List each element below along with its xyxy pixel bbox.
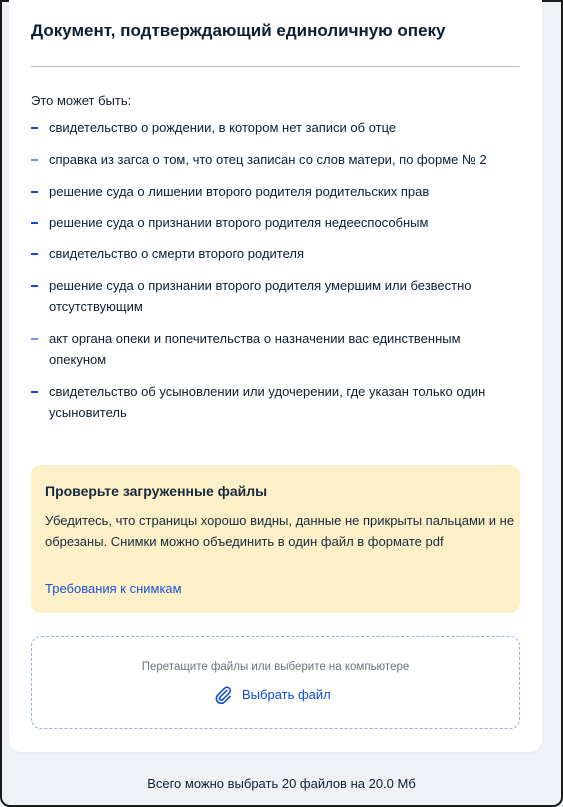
notice-text: Убедитесь, что страницы хорошо видны, данные не прикрыты пальцами и не обрезаны. Снимки можно объединить в один файл в формате pdf: [45, 513, 515, 549]
document-options-list: [31, 117, 509, 423]
list-item-text: свидетельство об усыновлении или удочерении, где указан только один усыновитель: [49, 384, 486, 420]
list-item-text: свидетельство о рождении, в котором нет записи об отце: [49, 120, 397, 135]
list-item-text: справка из загса о том, что отец записан со слов матери, по форме № 2: [49, 152, 487, 167]
file-dropzone[interactable]: [31, 636, 520, 729]
list-item-text: решение суда о признании второго родителя умершим или безвестно отсутствующим: [49, 278, 472, 314]
list-item: [31, 328, 509, 370]
list-item-text: решение суда о лишении второго родителя родительских прав: [49, 184, 430, 199]
list-item-text: свидетельство о смерти второго родителя: [49, 246, 305, 261]
list-item: [31, 381, 509, 423]
list-item: [31, 212, 509, 233]
document-upload-card: [9, 0, 542, 752]
dash-bullet-icon: [31, 191, 38, 193]
dash-bullet-icon: [31, 159, 38, 161]
list-item-text: акт органа опеки и попечительства о назначении вас единственным опекуном: [49, 331, 461, 367]
photo-requirements-link[interactable]: Требования к снимкам: [45, 581, 182, 596]
dash-bullet-icon: [31, 127, 38, 129]
dash-bullet-icon: [31, 285, 38, 287]
document-title: Документ, подтверждающий единоличную опеку: [31, 21, 446, 40]
choose-file-label: Выбрать файл: [242, 687, 331, 702]
list-item: [31, 181, 509, 202]
dash-bullet-icon: [31, 391, 38, 393]
list-item: [31, 149, 509, 170]
title-divider: [31, 66, 520, 67]
notice-title: Проверьте загруженные файлы: [45, 483, 268, 499]
list-item-text: решение суда о признании второго родителя недееспособным: [49, 215, 429, 230]
dropzone-hint: Перетащите файлы или выберите на компьютере: [141, 661, 410, 673]
list-item: [31, 117, 509, 138]
choose-file-button[interactable]: [213, 684, 331, 706]
upload-notice: [31, 465, 520, 613]
dash-bullet-icon: [31, 253, 38, 255]
intro-text: Это может быть:: [31, 93, 132, 108]
dash-bullet-icon: [31, 222, 38, 224]
list-item: [31, 243, 509, 264]
list-item: [31, 275, 509, 317]
file-limit-text: Всего можно выбрать 20 файлов на 20.0 Мб: [147, 776, 416, 791]
paperclip-icon: [213, 685, 233, 705]
dash-bullet-icon: [31, 338, 38, 340]
